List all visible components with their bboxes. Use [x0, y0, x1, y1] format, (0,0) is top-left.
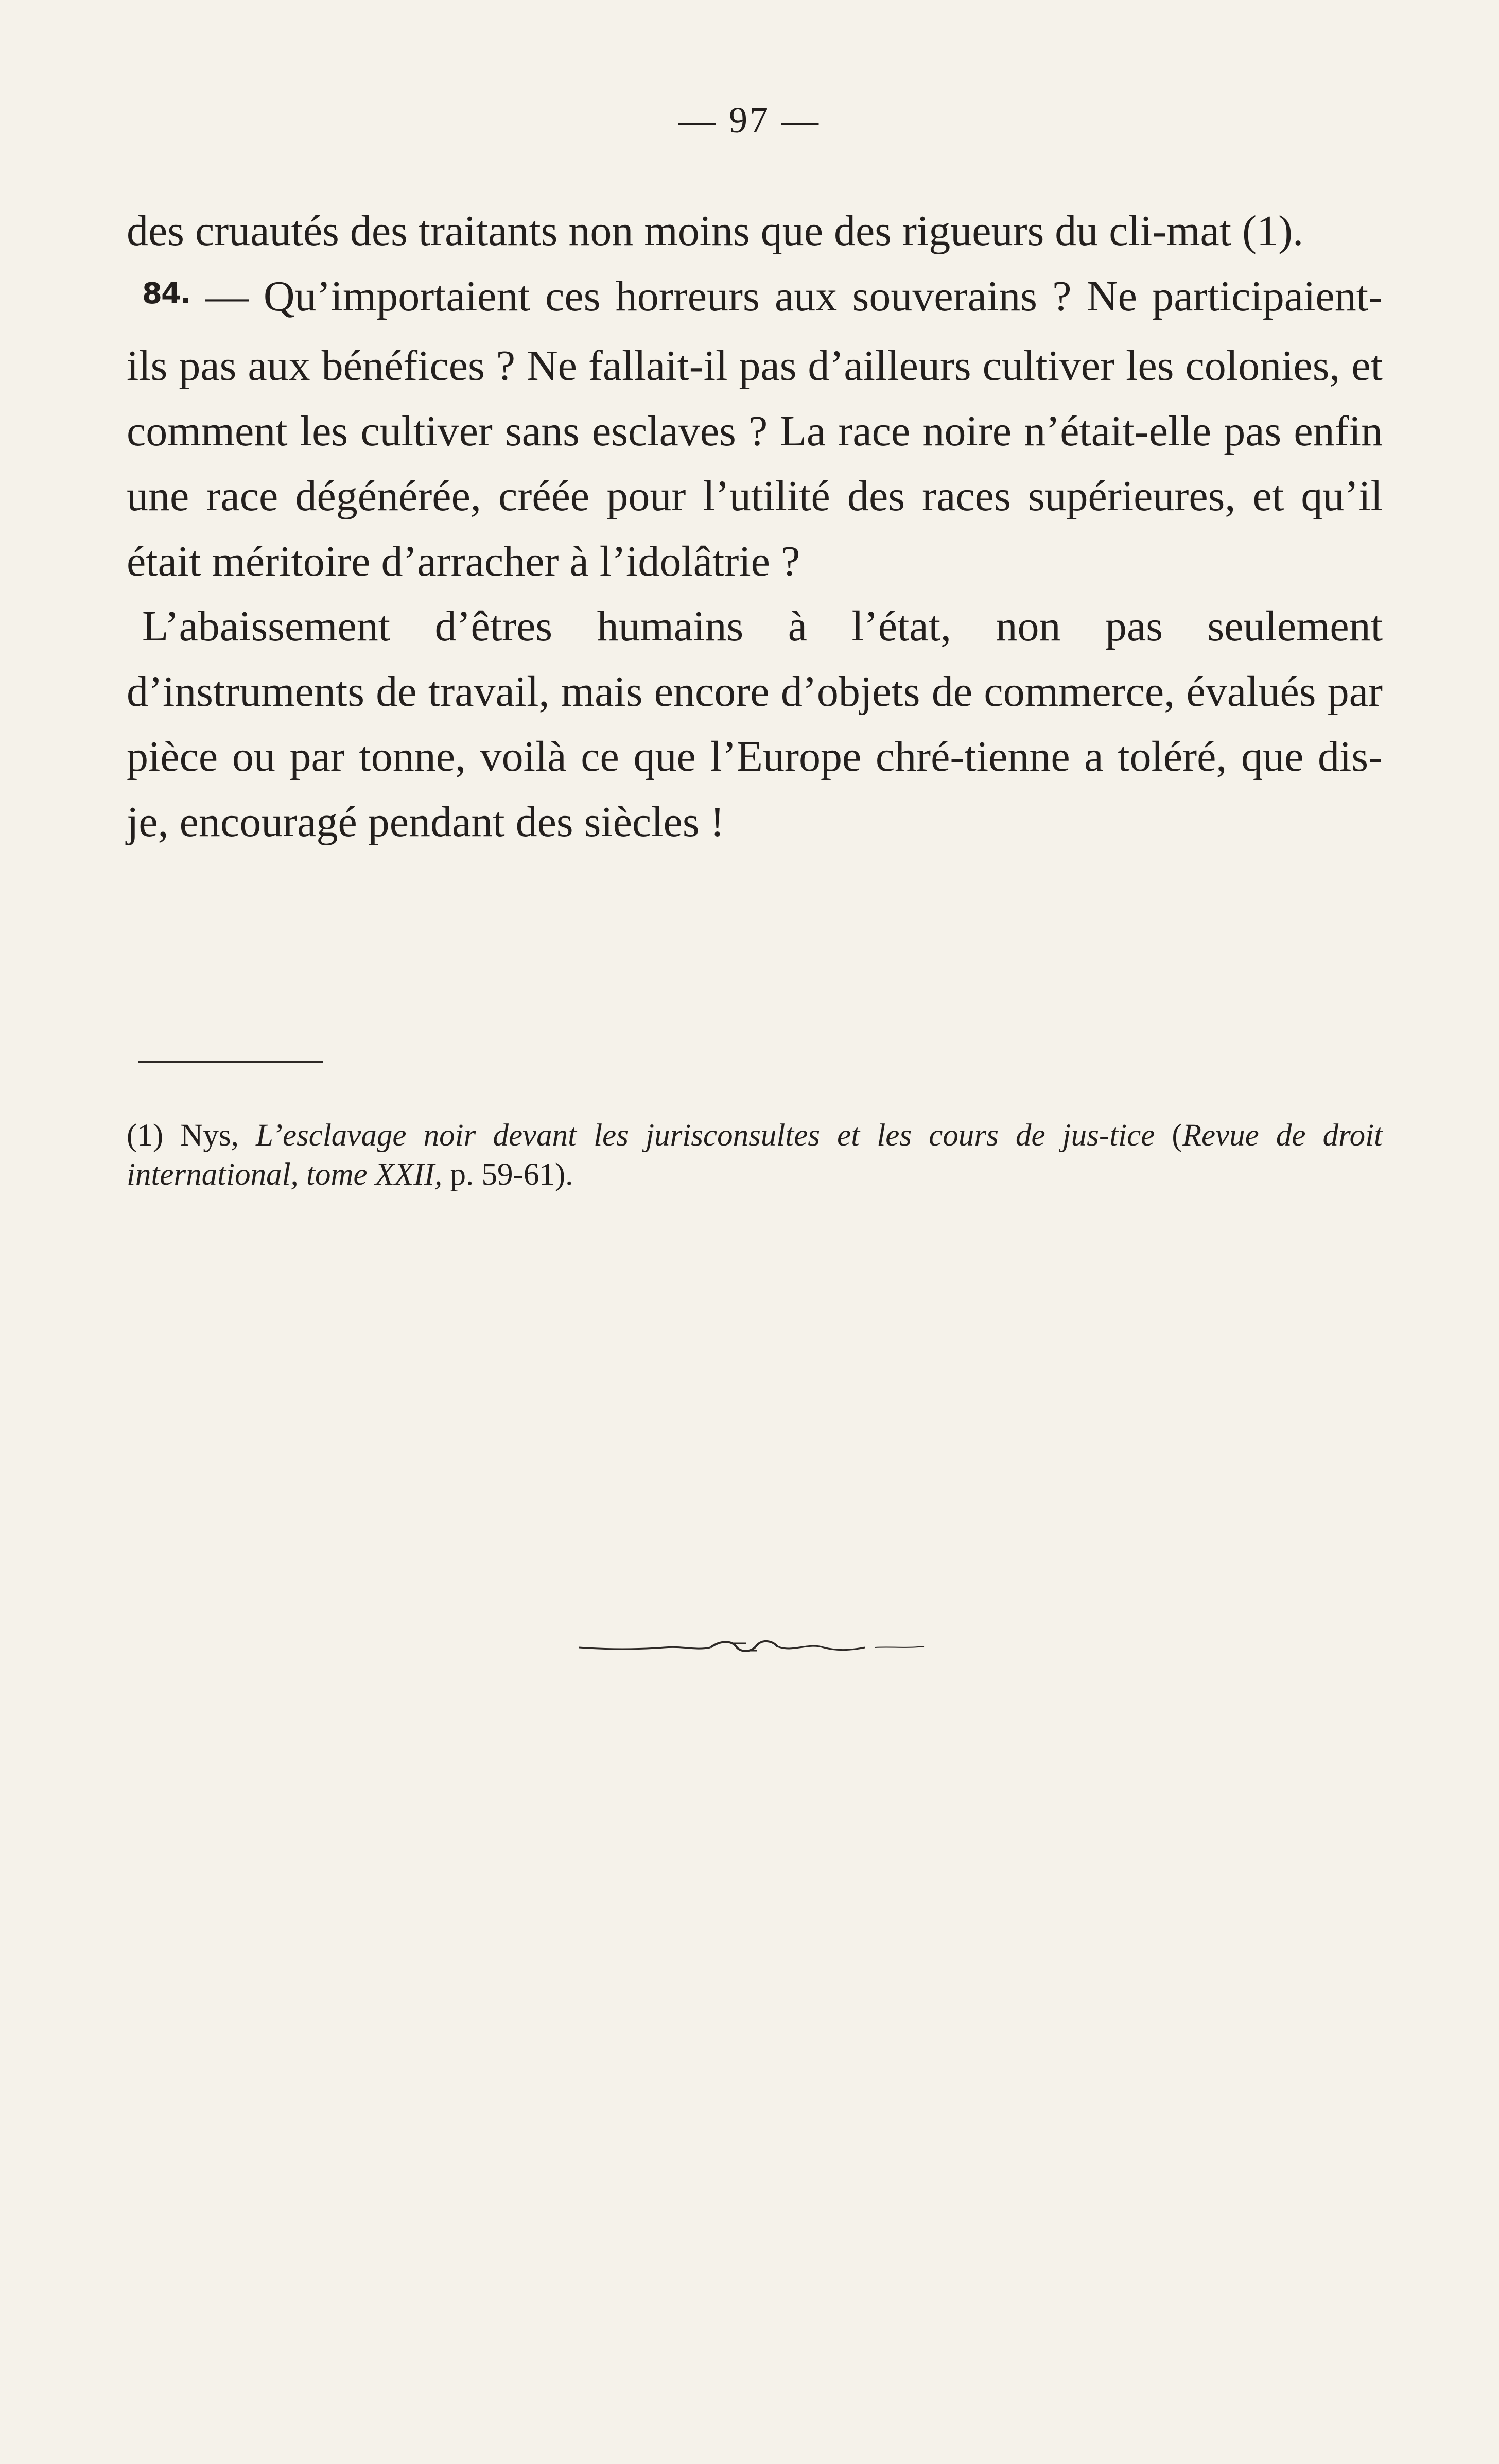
footnote	[127, 1116, 1383, 1194]
footnote-author: Nys,	[180, 1118, 239, 1153]
page-number: — 97 —	[678, 99, 821, 141]
paragraph-section-84	[127, 264, 1383, 595]
footnote-pages: p. 59-61).	[450, 1157, 573, 1192]
footnote-marker: (1)	[127, 1118, 164, 1153]
paragraph-section-84-text: — Qu’importaient ces horreurs aux souverains ? Ne participaient-ils pas aux bénéfices ? Ne fallait-il pas d’ailleurs cultiver les colonies, et comment les cultiver sans esclaves ? La race noire n’était-elle pas enfin une race dégénérée, créée pour l’utilité des races supérieures, et qu’il était méritoire d’arracher à l’idolâtrie ?	[127, 272, 1383, 585]
paragraph-continuation: des cruautés des traitants non moins que des rigueurs du cli-mat (1).	[127, 207, 1304, 255]
fleuron-ornament-icon	[577, 1637, 927, 1658]
main-text	[127, 199, 1383, 855]
footnote-journal: Revue de droit international, tome XXII,	[127, 1118, 1383, 1192]
footnote-title: L’esclavage noir devant les jurisconsultes et les cours de jus-tice	[256, 1118, 1155, 1153]
paragraph-abaissement: L’abaissement d’êtres humains à l’état, non pas seulement d’instruments de travail, mais encore d’objets de commerce, évalués par pièce ou par tonne, voilà ce que l’Europe chré-tienne a toléré, que dis-je, encouragé pendant des siècles !	[127, 602, 1383, 846]
section-number: 84.	[142, 276, 190, 310]
footnote-open-paren: (	[1172, 1118, 1182, 1153]
footnote-rule	[138, 1061, 323, 1063]
